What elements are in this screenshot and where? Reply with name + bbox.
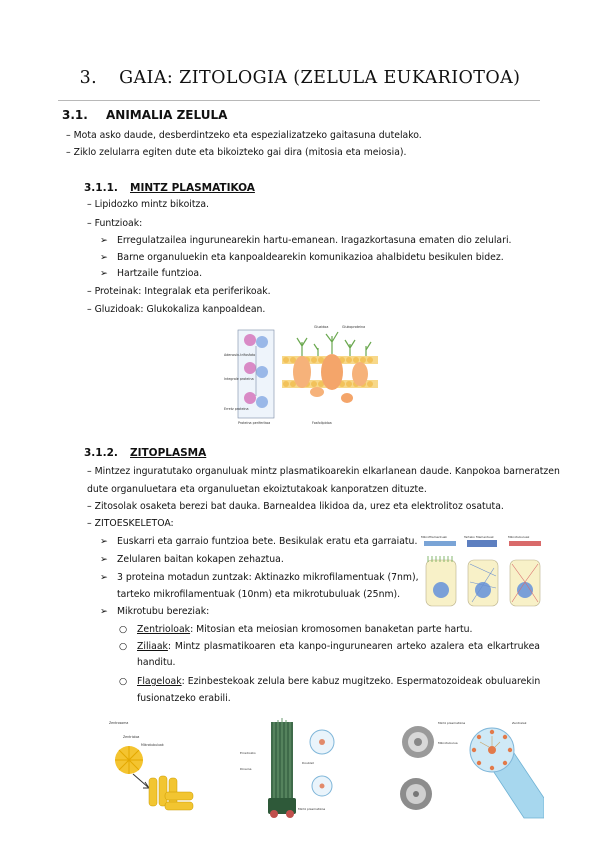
cyto-label: Tarteko filamentuak bbox=[464, 535, 494, 539]
centriole-label: Mikrotubuluak bbox=[141, 743, 164, 747]
membrane-label: Fosfolipidoa bbox=[312, 421, 332, 425]
membrane-label: Integrale proteina bbox=[224, 377, 254, 381]
membrane-label: Glukoproteina bbox=[342, 325, 366, 329]
title-rule bbox=[58, 100, 540, 101]
cytoskeleton-item: Mikrotubu bereziak: bbox=[117, 606, 210, 617]
mintz-line-2: – Funtzioak: bbox=[87, 218, 143, 229]
arrow-bullet-icon: ➢ bbox=[100, 572, 108, 583]
arrow-bullet-icon: ➢ bbox=[100, 268, 108, 279]
microtubule-item-ziliaak bbox=[137, 641, 540, 653]
chapter-number: 3. bbox=[79, 68, 98, 88]
arrow-bullet-icon: ➢ bbox=[100, 536, 108, 547]
item-term: Ziliaak bbox=[137, 641, 168, 652]
flagellum-label: Mikrotubulua bbox=[438, 741, 458, 745]
subsection-heading-zito bbox=[84, 447, 206, 459]
section-title: ANIMALIA ZELULA bbox=[106, 108, 228, 122]
item-text: : Mitosian eta meiosian kromosomen banaketan parte hartu. bbox=[190, 624, 473, 635]
zito-paragraph-2: – Zitosolak osaketa berezi bat dauka. Barnealdea likidoa da, urez eta elektrolitoz osatuta. bbox=[87, 501, 504, 512]
mintz-line-1: – Lipidozko mintz bikoitza. bbox=[87, 199, 210, 210]
arrow-bullet-icon: ➢ bbox=[100, 554, 108, 565]
cyto-label: Mikrotubuluak bbox=[508, 535, 530, 539]
cytoskeleton-item: Zelularen baitan kokapen zehaztua. bbox=[117, 554, 284, 565]
membrane-label: Gluzidoa bbox=[314, 325, 329, 329]
cilium-label: Mintz plasmatikoa bbox=[298, 807, 326, 811]
arrow-bullet-icon: ➢ bbox=[100, 252, 108, 263]
item-text: : Ezinbestekoak zelula bere kabuz mugitzeko. Espermatozoideak obuluarekin bbox=[181, 676, 541, 687]
circle-bullet-icon: ○ bbox=[119, 641, 128, 652]
cilium-label: Doublet bbox=[302, 761, 314, 765]
mintz-proteins: – Proteinak: Integralak eta periferikoak. bbox=[87, 286, 271, 297]
zito-paragraph-1: – Mintzez inguratutako organuluak mintz plasmatikoarekin elkarlanean daude. Kanpokoa barneratzen bbox=[87, 466, 560, 477]
microtubule-item-cont: fusionatzeko erabili. bbox=[137, 693, 231, 704]
cyto-label: Mikrofilamentuak bbox=[421, 535, 448, 539]
cell-icon bbox=[426, 556, 456, 606]
subsection-title: ZITOPLASMA bbox=[130, 447, 207, 459]
flagellum-label: Zentralak bbox=[512, 721, 527, 725]
centriole-label: Zentrosoma bbox=[109, 721, 129, 725]
membrane-label: Proteina periferikoa bbox=[238, 421, 271, 425]
flagellum-label: Mintz plasmatikoa bbox=[438, 721, 466, 725]
chapter-title bbox=[60, 68, 540, 88]
membrane-figure bbox=[222, 320, 382, 428]
cytoskeleton-item: 3 proteina motadun zuntzak: Aktinazko mikrofilamentuak (7nm), bbox=[117, 572, 419, 583]
zito-paragraph-1-cont: dute organuluetara eta organuluetan ekoiztutakoak kanporatzen dituzte. bbox=[87, 484, 427, 495]
arrow-bullet-icon: ➢ bbox=[100, 606, 108, 617]
section-heading bbox=[62, 108, 227, 122]
subsection-title: MINTZ PLASMATIKOA bbox=[130, 182, 255, 194]
axoneme-icon bbox=[268, 718, 296, 818]
cilium-figure bbox=[238, 714, 348, 820]
circle-bullet-icon: ○ bbox=[119, 624, 128, 635]
microtubule-item-cont: handitu. bbox=[137, 657, 176, 668]
flagellum-figure bbox=[394, 714, 544, 820]
intro-line-1: – Mota asko daude, desberdintzeko eta espezializatzeko gaitasuna dutelako. bbox=[66, 130, 422, 141]
cytoskeleton-item-cont: tarteko mikrofilamentuak (10nm) eta mikrotubuluak (25nm). bbox=[117, 589, 401, 600]
function-item: Hartzaile funtzioa. bbox=[117, 268, 203, 279]
cilium-label: Dineina bbox=[240, 767, 252, 771]
arrow-bullet-icon: ➢ bbox=[100, 235, 108, 246]
membrane-label: Erretz proteina bbox=[224, 407, 249, 411]
item-text: : Mintz plasmatikoaren eta kanpo-ingurunearen arteko azalera eta elkartrukea bbox=[167, 641, 540, 652]
function-item: Barne organuluekin eta kanpoaldearekin komunikazioa ahalbidetu besikulen bidez. bbox=[117, 252, 504, 263]
subsection-heading-mintz bbox=[84, 182, 255, 194]
cytoskeleton-figure bbox=[420, 532, 544, 612]
chapter-title-text: GAIA: ZITOLOGIA (ZELULA EUKARIOTOA) bbox=[119, 68, 521, 88]
section-number: 3.1. bbox=[62, 108, 88, 122]
subsection-number: 3.1.2. bbox=[84, 447, 118, 459]
cilium-label: Erradiozko bbox=[240, 751, 256, 755]
item-term: Flageloak bbox=[137, 676, 182, 687]
circle-bullet-icon: ○ bbox=[119, 676, 128, 687]
membrane-label: Adenosin-trifosfato bbox=[224, 353, 256, 357]
cell-icon bbox=[468, 560, 498, 606]
centriole-label: Zentrioloa bbox=[123, 735, 140, 739]
subsection-number: 3.1.1. bbox=[84, 182, 118, 194]
centriole-figure bbox=[105, 716, 205, 820]
microtubule-item-flageloak bbox=[137, 676, 540, 688]
microtubule-item-zentrioloak bbox=[137, 624, 473, 636]
function-item: Erregulatzailea ingurunearekin hartu-emanean. Iragazkortasuna ematen dio zelulari. bbox=[117, 235, 512, 246]
cytoskeleton-item: Euskarri eta garraio funtzioa bete. Besikulak eratu eta garraiatu. bbox=[117, 536, 418, 547]
intro-line-2: – Ziklo zelularra egiten dute eta bikoizteko gai dira (mitosia eta meiosia). bbox=[66, 147, 407, 158]
mintz-glucids: – Gluzidoak: Glukokaliza kanpoaldean. bbox=[87, 304, 266, 315]
zito-paragraph-3: – ZITOESKELETOA: bbox=[87, 518, 174, 529]
cell-icon bbox=[510, 560, 540, 606]
item-term: Zentrioloak bbox=[137, 624, 191, 635]
